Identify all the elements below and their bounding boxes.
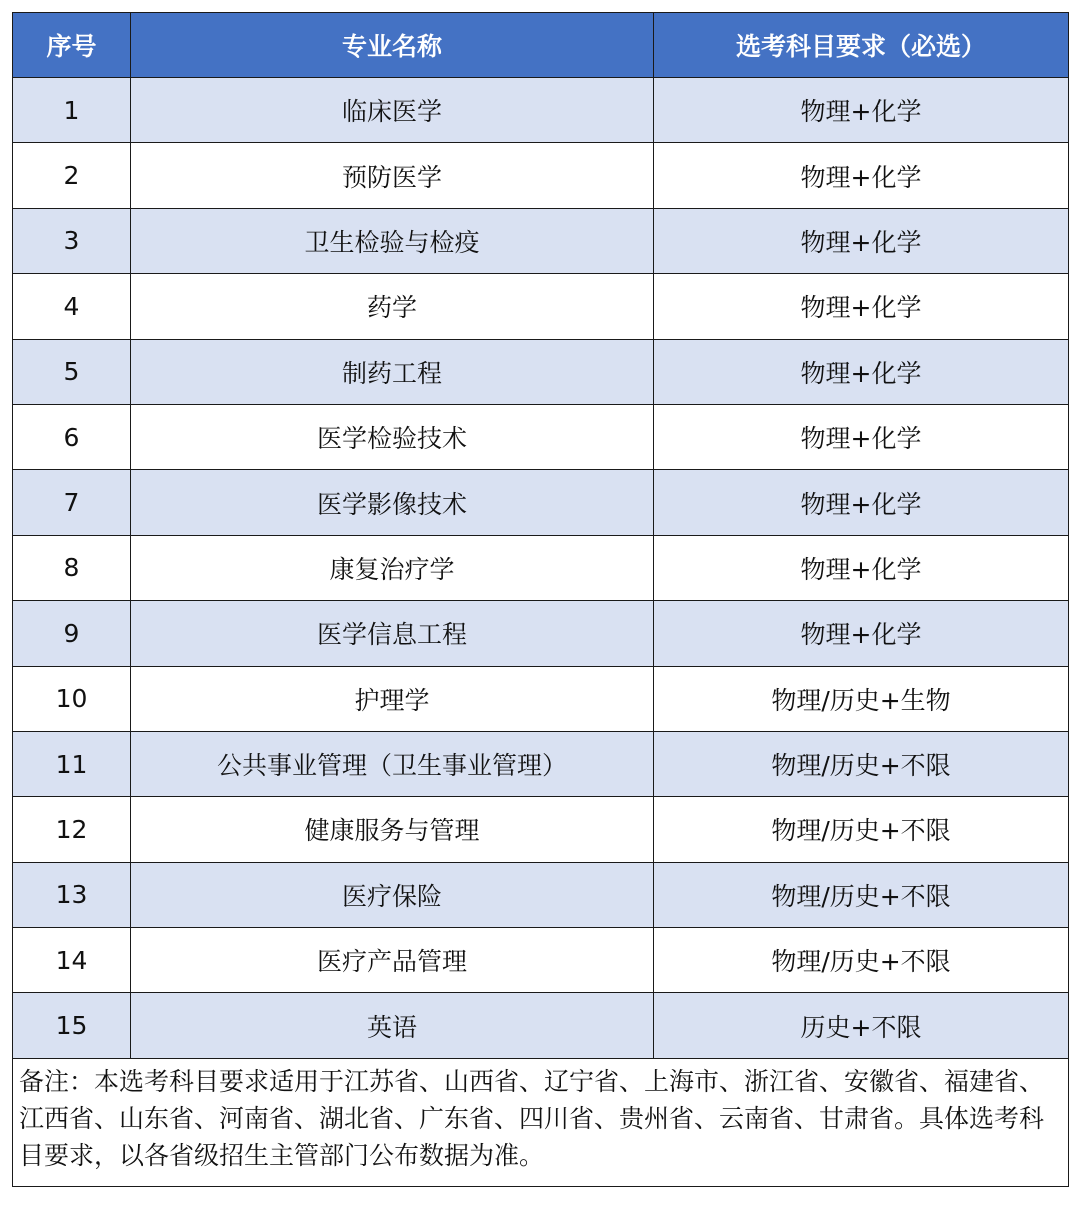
table-row xyxy=(13,78,1069,143)
cell-major: 临床医学 xyxy=(131,78,654,143)
cell-index: 2 xyxy=(13,143,131,208)
cell-requirement: 物理+化学 xyxy=(654,143,1069,208)
cell-major: 医学影像技术 xyxy=(131,470,654,535)
cell-index: 15 xyxy=(13,993,131,1058)
cell-index: 10 xyxy=(13,666,131,731)
cell-index: 6 xyxy=(13,404,131,469)
cell-requirement: 物理+化学 xyxy=(654,78,1069,143)
header-requirement: 选考科目要求（必选） xyxy=(654,13,1069,78)
requirements-table xyxy=(12,12,1069,1187)
cell-requirement: 历史+不限 xyxy=(654,993,1069,1058)
table-row xyxy=(13,797,1069,862)
cell-index: 8 xyxy=(13,535,131,600)
header-major: 专业名称 xyxy=(131,13,654,78)
table-row xyxy=(13,928,1069,993)
cell-index: 12 xyxy=(13,797,131,862)
cell-requirement: 物理/历史+不限 xyxy=(654,797,1069,862)
requirements-table-container xyxy=(12,12,1068,1187)
cell-index: 7 xyxy=(13,470,131,535)
cell-requirement: 物理+化学 xyxy=(654,601,1069,666)
header-row xyxy=(13,13,1069,78)
cell-requirement: 物理+化学 xyxy=(654,535,1069,600)
cell-index: 5 xyxy=(13,339,131,404)
cell-requirement: 物理+化学 xyxy=(654,404,1069,469)
header-index: 序号 xyxy=(13,13,131,78)
cell-major: 英语 xyxy=(131,993,654,1058)
cell-requirement: 物理/历史+不限 xyxy=(654,928,1069,993)
table-row xyxy=(13,666,1069,731)
cell-major: 医疗保险 xyxy=(131,862,654,927)
table-row xyxy=(13,339,1069,404)
cell-major: 医学信息工程 xyxy=(131,601,654,666)
cell-major: 卫生检验与检疫 xyxy=(131,208,654,273)
table-row xyxy=(13,862,1069,927)
cell-index: 4 xyxy=(13,274,131,339)
cell-requirement: 物理+化学 xyxy=(654,339,1069,404)
cell-requirement: 物理/历史+不限 xyxy=(654,731,1069,796)
cell-index: 9 xyxy=(13,601,131,666)
table-row xyxy=(13,535,1069,600)
cell-requirement: 物理+化学 xyxy=(654,208,1069,273)
table-row xyxy=(13,731,1069,796)
cell-index: 14 xyxy=(13,928,131,993)
cell-index: 3 xyxy=(13,208,131,273)
note-row xyxy=(13,1058,1069,1186)
table-row xyxy=(13,470,1069,535)
table-footer xyxy=(13,1058,1069,1186)
table-row xyxy=(13,993,1069,1058)
cell-major: 公共事业管理（卫生事业管理） xyxy=(131,731,654,796)
cell-major: 医学检验技术 xyxy=(131,404,654,469)
cell-major: 医疗产品管理 xyxy=(131,928,654,993)
table-body xyxy=(13,78,1069,1059)
cell-major: 药学 xyxy=(131,274,654,339)
cell-major: 制药工程 xyxy=(131,339,654,404)
table-row xyxy=(13,601,1069,666)
cell-major: 健康服务与管理 xyxy=(131,797,654,862)
cell-index: 11 xyxy=(13,731,131,796)
table-row xyxy=(13,143,1069,208)
cell-major: 护理学 xyxy=(131,666,654,731)
table-row xyxy=(13,208,1069,273)
table-row xyxy=(13,404,1069,469)
cell-index: 1 xyxy=(13,78,131,143)
cell-requirement: 物理+化学 xyxy=(654,274,1069,339)
cell-requirement: 物理+化学 xyxy=(654,470,1069,535)
note-text: 备注：本选考科目要求适用于江苏省、山西省、辽宁省、上海市、浙江省、安徽省、福建省、江西省、山东省、河南省、湖北省、广东省、四川省、贵州省、云南省、甘肃省。具体选考科目要求，以各省级招生主管部门公布数据为准。 xyxy=(13,1058,1069,1186)
cell-major: 康复治疗学 xyxy=(131,535,654,600)
table-header xyxy=(13,13,1069,78)
cell-requirement: 物理/历史+生物 xyxy=(654,666,1069,731)
table-row xyxy=(13,274,1069,339)
cell-index: 13 xyxy=(13,862,131,927)
cell-major: 预防医学 xyxy=(131,143,654,208)
cell-requirement: 物理/历史+不限 xyxy=(654,862,1069,927)
